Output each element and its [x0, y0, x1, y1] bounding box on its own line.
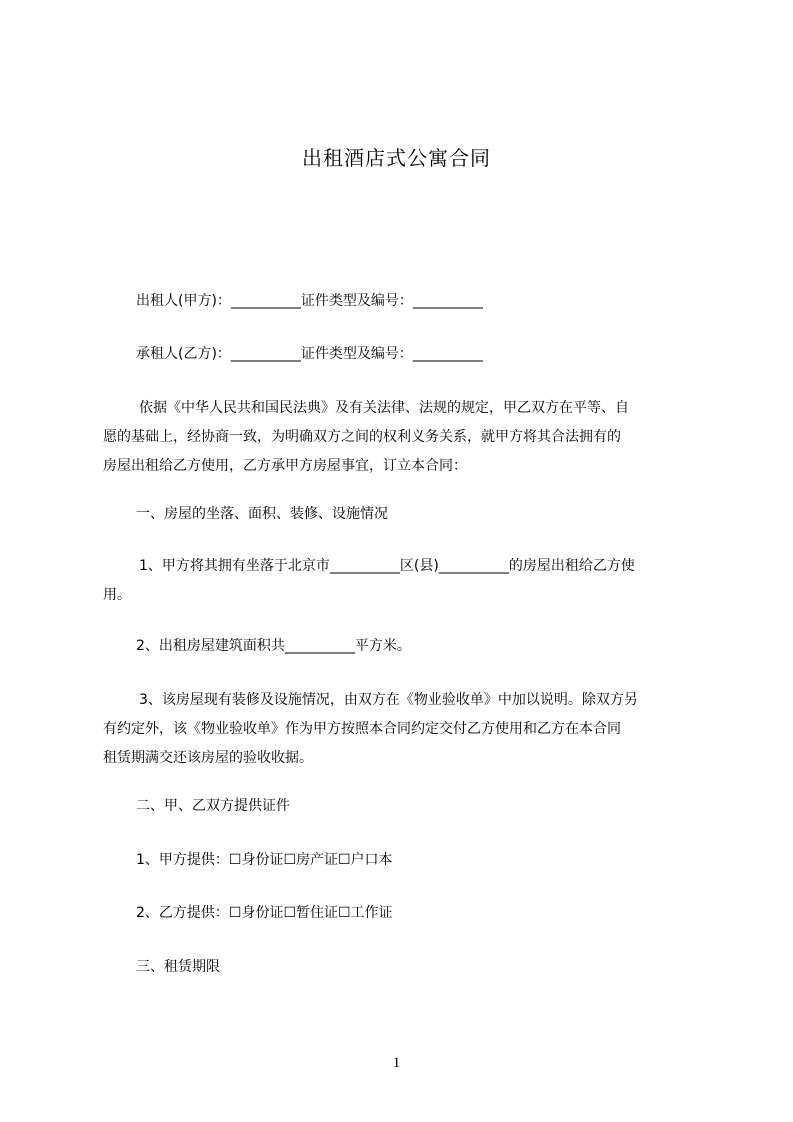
preamble-line-2: 愿的基础上，经协商一致，为明确双方之间的权利义务关系，就甲方将其合法拥有的 [103, 429, 621, 445]
clause-2-2: 2、乙方提供：☐身份证☐暂住证☐工作证 [136, 905, 393, 921]
section-1-heading: 一、房屋的坐落、面积、装修、设施情况 [136, 506, 388, 522]
section-2-heading: 二、甲、乙双方提供证件 [136, 798, 290, 814]
document-title: 出租酒店式公寓合同 [302, 146, 491, 170]
clause-2-1: 1、甲方提供：☐身份证☐房产证☐户口本 [136, 852, 393, 868]
clause-1-3-line-2: 有约定外，该《物业验收单》作为甲方按照本合同约定交付乙方使用和乙方在本合同 [103, 721, 621, 737]
lessor-line: 出租人(甲方)：__________证件类型及编号：__________ [136, 293, 483, 309]
clause-1-3 [103, 686, 711, 773]
clause-1-1-line-1: 1、甲方将其拥有坐落于北京市__________区(县)__________的房屋出租给乙方使 [139, 558, 635, 574]
section-3-heading: 三、租赁期限 [136, 959, 220, 975]
page-number: 1 [392, 1055, 401, 1071]
lessee-line: 承租人(乙方)：__________证件类型及编号：__________ [136, 346, 483, 362]
clause-1-3-line-3: 租赁期满交还该房屋的验收收据。 [103, 750, 313, 766]
preamble-paragraph [103, 394, 711, 481]
clause-1-1 [103, 552, 711, 610]
clause-1-2: 2、出租房屋建筑面积共__________平方米。 [136, 638, 411, 654]
clause-1-1-line-2: 用。 [103, 587, 131, 603]
preamble-line-1: 依据《中华人民共和国民法典》及有关法律、法规的规定，甲乙双方在平等、自 [139, 400, 629, 416]
preamble-line-3: 房屋出租给乙方使用，乙方承甲方房屋事宜，订立本合同： [103, 458, 467, 474]
clause-1-3-line-1: 3、该房屋现有装修及设施情况，由双方在《物业验收单》中加以说明。除双方另 [139, 692, 638, 708]
